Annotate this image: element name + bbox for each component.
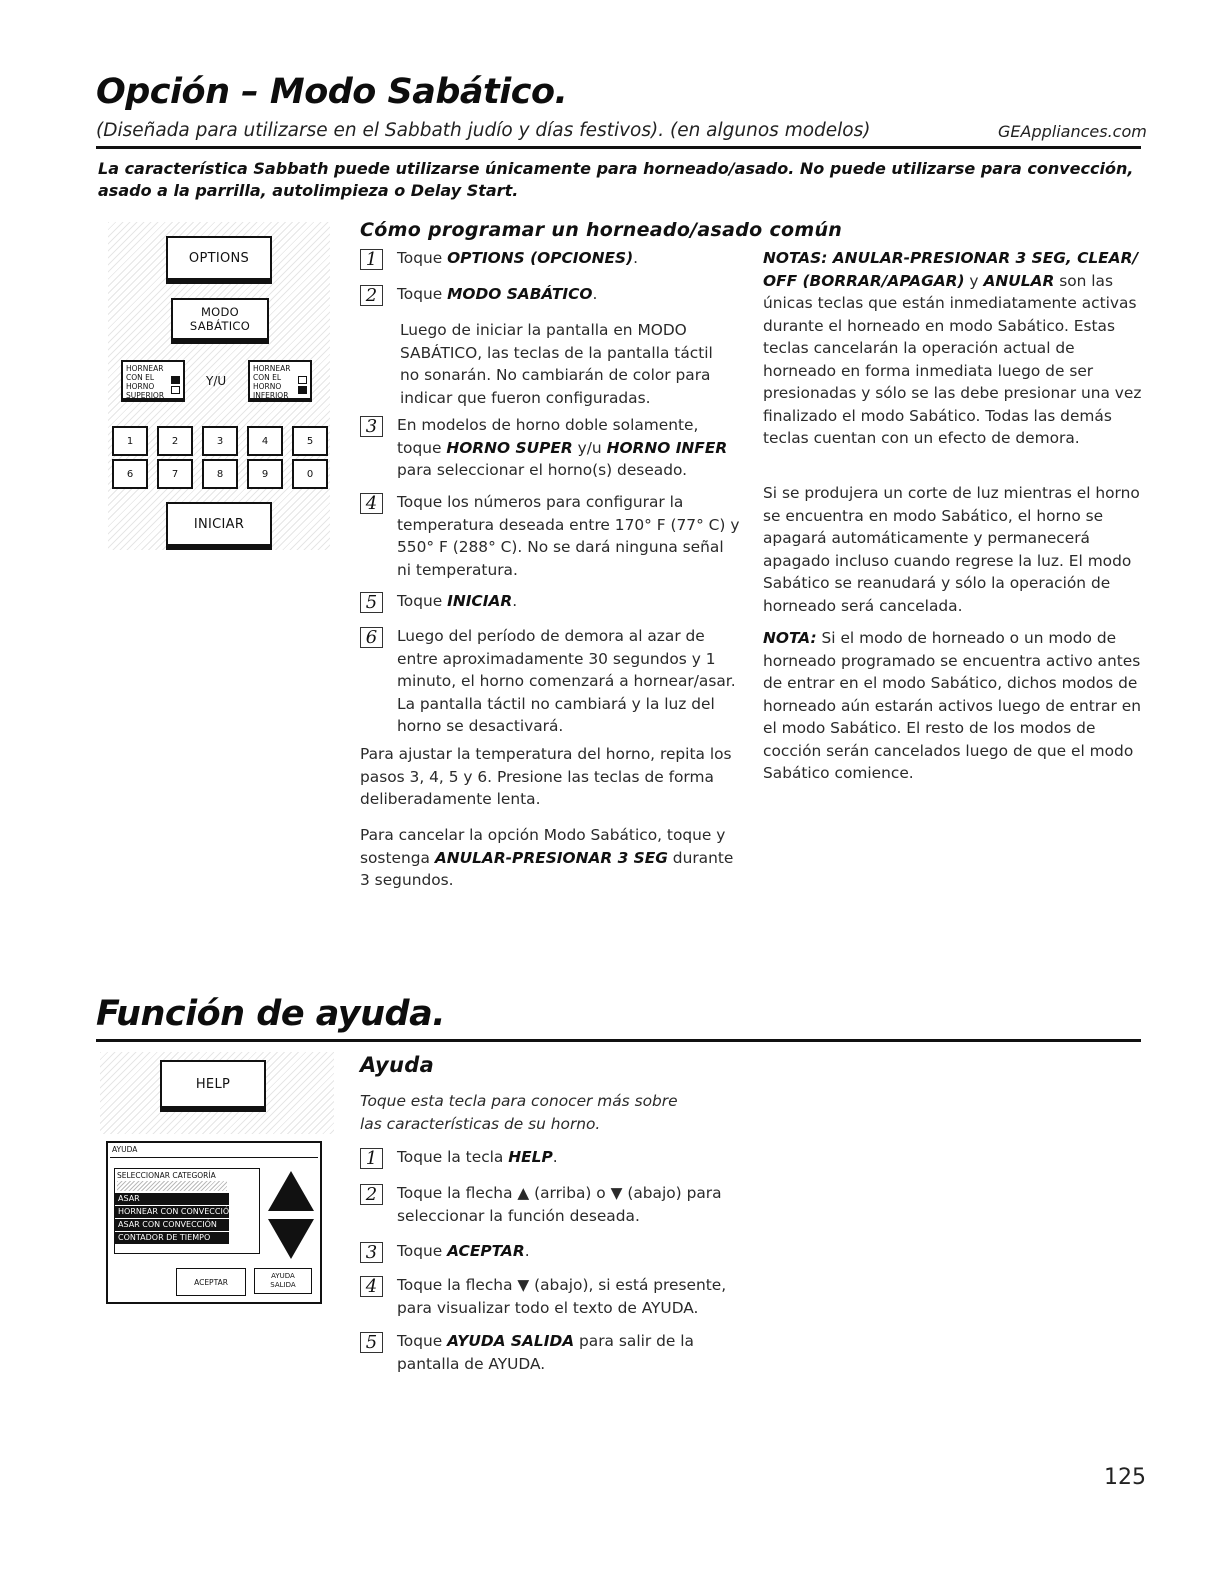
notes-text — [763, 247, 1148, 450]
control-panel-illustration — [108, 222, 330, 550]
section-heading-program: Cómo programar un horneado/asado común — [360, 219, 843, 241]
step-number: 5 — [360, 1332, 383, 1353]
lower-oven-label-1: HORNEAR — [253, 364, 291, 373]
intro-text: La característica Sabbath puede utilizarse únicamente para horneado/asado. No puede utilizarse para convección, asado a la parrilla, autolimpieza o Delay Start. — [98, 159, 1134, 200]
key-4[interactable]: 4 — [247, 426, 283, 456]
step-text-end: . — [524, 1242, 530, 1260]
accept-button[interactable]: ACEPTAR — [176, 1268, 246, 1296]
category-item-grill[interactable]: ASAR — [115, 1193, 229, 1205]
program-steps-column — [360, 247, 745, 907]
step-text-end: para salir de la pantalla de AYUDA. — [397, 1332, 694, 1373]
step-text-end: . — [633, 249, 639, 267]
step-key: AYUDA SALIDA — [447, 1332, 575, 1350]
help-section-title: Función de ayuda. — [96, 994, 446, 1034]
help-title-rule — [96, 1039, 1141, 1042]
step-key: HORNO SUPER — [446, 438, 573, 457]
step-number: 3 — [360, 1242, 383, 1263]
help-key-illustration — [100, 1052, 334, 1134]
step-number: 6 — [360, 627, 383, 648]
step-text: Toque los números para configurar la temperatura deseada entre 170° F (77° C) y 550° F (288° C). No se dará ninguna señal ni temperatura. — [397, 493, 740, 579]
step-text: Toque la flecha ▲ (arriba) o ▼ (abajo) para seleccionar la función deseada. — [397, 1184, 722, 1225]
help-screen-title: AYUDA — [112, 1145, 138, 1154]
step-text: En modelos de horno doble solamente, toque — [397, 416, 699, 457]
step-key: MODO SABÁTICO — [447, 285, 593, 303]
category-item-timer[interactable]: CONTADOR DE TIEMPO — [115, 1232, 229, 1244]
lower-oven-label-4: INFERIOR — [253, 391, 289, 400]
help-exit-label-2: SALIDA — [270, 1281, 296, 1289]
page-subtitle: (Diseñada para utilizarse en el Sabbath judío y días festivos). (en algunos modelos) — [96, 120, 871, 141]
key-7[interactable]: 7 — [157, 459, 193, 489]
options-button[interactable]: OPTIONS — [166, 236, 272, 284]
step-text: Toque — [397, 249, 448, 267]
lower-oven-label-2: CON EL — [253, 373, 282, 382]
nota-text — [763, 627, 1148, 785]
help-button[interactable]: HELP — [160, 1060, 266, 1112]
page-number: 125 — [1104, 1465, 1146, 1490]
upper-oven-button[interactable] — [121, 360, 185, 402]
key-9[interactable]: 9 — [247, 459, 283, 489]
step-number: 3 — [360, 416, 383, 437]
step-number: 4 — [360, 493, 383, 514]
cancel-text: Para cancelar la opción Modo Sabático, toque y sostenga — [360, 826, 726, 867]
help-lead-text: Toque esta tecla para conocer más sobre las características de su horno. — [360, 1092, 678, 1133]
upper-oven-label-2: CON EL — [126, 373, 155, 382]
help-screen-illustration — [106, 1141, 322, 1304]
start-button[interactable]: INICIAR — [166, 502, 272, 550]
step-number: 4 — [360, 1276, 383, 1297]
step-number: 1 — [360, 249, 383, 270]
cancel-text-end: durante 3 segundos. — [360, 848, 734, 889]
step-2-note: Luego de iniciar la pantalla en MODO SABÁTICO, las teclas de la pantalla táctil no sonarán. No cambiarán de color para indicar que fueron configuradas. — [400, 321, 713, 407]
key-3[interactable]: 3 — [202, 426, 238, 456]
nota-label: NOTA: — [763, 629, 817, 647]
key-6[interactable]: 6 — [112, 459, 148, 489]
step-key: INICIAR — [447, 592, 513, 610]
key-5[interactable]: 5 — [292, 426, 328, 456]
step-text: Toque — [397, 1242, 448, 1260]
key-1[interactable]: 1 — [112, 426, 148, 456]
step-text-mid: y/u — [572, 438, 607, 457]
sabbath-mode-button[interactable]: MODO SABÁTICO — [171, 298, 269, 344]
key-8[interactable]: 8 — [202, 459, 238, 489]
nota-body: Si el modo de horneado o un modo de horneado programado se encuentra activo antes de entrar en el modo Sabático, dichos modos de horneado aún estarán activos luego de entrar en el modo Sabático. El resto de los modos de cocción serán cancelados luego de que el modo Sabático comience. — [763, 629, 1141, 782]
cancel-key: ANULAR-PRESIONAR 3 SEG — [434, 848, 668, 867]
title-rule — [96, 146, 1141, 149]
step-key-2: HORNO INFER — [606, 438, 728, 457]
step-text-end: . — [512, 592, 518, 610]
site-url: GEAppliances.com — [998, 122, 1147, 141]
and-or-label: Y/U — [206, 374, 227, 388]
arrow-down-icon[interactable] — [268, 1219, 314, 1259]
upper-oven-label-4: SUPERIOR — [126, 391, 165, 400]
notes-body: son las únicas teclas que están inmediatamente activas durante el horneado en modo Sabático. Estas teclas cancelarán la operación actual de horneado en forma inmediata luego de ser presionadas y sólo se las debe presionar una vez finalizado el modo Sabático. Todas las demás teclas cuentan con un efecto de demora. — [763, 271, 1142, 447]
help-exit-button[interactable] — [254, 1268, 312, 1294]
notes-column — [763, 247, 1148, 807]
step-text-end: para seleccionar el horno(s) deseado. — [397, 461, 688, 479]
step-text: Toque — [397, 285, 448, 303]
step-text-end: . — [592, 285, 598, 303]
key-0[interactable]: 0 — [292, 459, 328, 489]
help-screen-divider — [110, 1157, 318, 1158]
notes-keys: NOTAS: ANULAR-PRESIONAR 3 SEG, CLEAR/ OFF (BORRAR/APAGAR) — [763, 249, 1139, 290]
category-scroll-band — [117, 1181, 227, 1191]
step-text: Luego del período de demora al azar de entre aproximadamente 30 segundos y 1 minuto, el horno comenzará a hornear/asar. La pantalla táctil no cambiará y la luz del horno se desactivará. — [397, 627, 736, 735]
step-number: 2 — [360, 285, 383, 306]
step-text: Toque la tecla — [397, 1148, 509, 1166]
lower-oven-indicator-on — [298, 386, 307, 394]
cancel-sabbath-text — [360, 824, 745, 892]
step-text-end: . — [552, 1148, 558, 1166]
notes-key-cancel: ANULAR — [983, 271, 1055, 290]
page-title: Opción – Modo Sabático. — [96, 72, 568, 112]
step-key: OPTIONS (OPCIONES) — [447, 249, 634, 267]
step-key: HELP — [508, 1148, 553, 1166]
step-text: Toque — [397, 1332, 448, 1350]
category-item-convection-roast[interactable]: ASAR CON CONVECCIÓN — [115, 1219, 229, 1231]
category-item-convection-bake[interactable]: HORNEAR CON CONVECCIÓN — [115, 1206, 229, 1218]
lower-oven-label-3: HORNO — [253, 382, 282, 391]
step-number: 1 — [360, 1148, 383, 1169]
category-list-header: SELECCIONAR CATEGORÍA — [117, 1171, 216, 1180]
help-heading: Ayuda — [360, 1053, 435, 1077]
upper-oven-label-3: HORNO — [126, 382, 155, 391]
step-key: ACEPTAR — [447, 1242, 525, 1260]
upper-oven-indicator-on — [171, 376, 180, 384]
arrow-up-icon[interactable] — [268, 1171, 314, 1211]
upper-oven-label-1: HORNEAR — [126, 364, 164, 373]
power-outage-text: Si se produjera un corte de luz mientras el horno se encuentra en modo Sabático, el horno se apagará automáticamente y permanecerá apagado incluso cuando regrese la luz. El modo Sabático se reanudará y sólo la operación de horneado será cancelada. — [763, 484, 1140, 615]
upper-oven-indicator-off — [171, 386, 180, 394]
category-list — [114, 1168, 260, 1254]
lower-oven-button[interactable] — [248, 360, 312, 402]
help-steps-column — [360, 1146, 745, 1386]
step-number: 2 — [360, 1184, 383, 1205]
help-exit-label-1: AYUDA — [271, 1272, 295, 1280]
step-text: Toque — [397, 592, 448, 610]
lower-oven-indicator-off — [298, 376, 307, 384]
adjust-temperature-text: Para ajustar la temperatura del horno, repita los pasos 3, 4, 5 y 6. Presione las teclas de forma deliberadamente lenta. — [360, 745, 732, 808]
step-number: 5 — [360, 592, 383, 613]
notes-and: y — [964, 271, 984, 290]
key-2[interactable]: 2 — [157, 426, 193, 456]
step-text: Toque la flecha ▼ (abajo), si está presente, para visualizar todo el texto de AYUDA. — [397, 1276, 727, 1317]
